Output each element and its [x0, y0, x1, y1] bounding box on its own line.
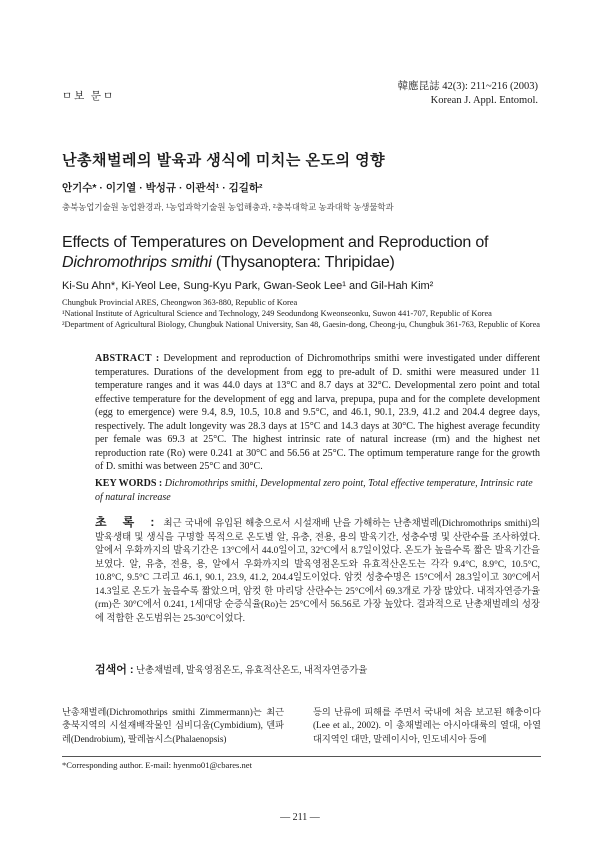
title-korean: 난총채벌레의 발육과 생식에 미치는 온도의 영향 [62, 152, 386, 169]
authors-korean: 안기수* · 이기열 · 박성규 · 이관석¹ · 김길하² [62, 182, 263, 194]
affiliation-korean: 충북농업기술원 농업환경과, ¹농업과학기술원 농업해충과, ²충북대학교 농과대학 농생물학과 [62, 202, 394, 212]
body-column-right: 등의 난류에 피해를 주면서 국내에 처음 보고된 해충이다(Lee et al., 2002). 이 총채벌레는 아시아대륙의 열대, 아열대지역인 대만, 말레이시아, 인도네시아 등에 [313, 707, 541, 744]
affiliation-line: ¹National Institute of Agricultural Science and Technology, 249 Seodundong Kweonseonku, Suwon 441-707, Republic of Korea [62, 309, 492, 318]
journal-citation-en: Korean J. Appl. Entomol. [430, 95, 538, 106]
keywords-label: KEY WORDS : [95, 478, 163, 489]
title-english-line1: Effects of Temperatures on Development and Reproduction of [62, 234, 489, 251]
korean-abstract-label: 초 록 : [95, 515, 161, 529]
section-label: ㅁ보 문ㅁ [62, 91, 116, 102]
affiliations-english [62, 297, 540, 330]
body-column-left: 난총채벌레(Dichromothrips smithi Zimmermann)는 최근 충북지역의 시설재배작물인 심비디움(Cymbidium), 덴파레(Dendrobium), 팔레놉시스(Phalaenopsis) [62, 707, 284, 744]
footnote-divider [62, 756, 541, 757]
title-species-name: Dichromothrips smithi [62, 254, 212, 271]
abstract [95, 352, 540, 474]
korean-abstract [95, 516, 540, 626]
corresponding-author-footnote: *Corresponding author. E-mail: hyenmo01@cbares.net [62, 760, 253, 770]
keywords-text: Dichromothrips smithi, Developmental zero point, Total effective temperature, Intrinsic rate of natural increase [95, 478, 533, 503]
journal-citation [398, 80, 538, 108]
search-words-text: 난총채벌레, 발육영점온도, 유효적산온도, 내적자연증가율 [135, 666, 368, 676]
abstract-text: Development and reproduction of Dichromothrips smithi were investigated under different temperatures. Durations of the development from egg to pre-adult of D. smithi were measured under 11 temperature ranges and it was 44.0 days at 13°C and 8.7 days at 32°C. Developmental zero point and total effective temperature for the development of egg and larva, prepupa, pupa and for the complete development (egg to emergence) were 9.4, 8.9, 10.5, 10.8 and 9.5°C, and 46.1, 90.1, 23.9, 41.2 and 204.4 degree days, respectively. The adult longevity was 28.3 days at 15°C and 14.3 days at 30°C. The highest average fecundity per female was 69.3 at 25°C. The highest intrinsic rate of natural increase (rm) and the highest net reproduction rate (Ro) were 0.241 at 30°C and 56.56 at 25°C. The optimum temperature range for the growth of D. smithi was between 25°C and 30°C. [95, 353, 541, 472]
keywords [95, 477, 540, 504]
search-words-label: 검색어 : [95, 664, 134, 676]
affiliation-line: Chungbuk Provincial ARES, Cheongwon 363-880, Republic of Korea [62, 298, 298, 307]
title-taxon: (Thysanoptera: Thripidae) [211, 254, 395, 271]
search-words [95, 661, 367, 677]
korean-abstract-text: 최근 국내에 유입된 해충으로서 시설재배 난을 가해하는 난총채벌레(Dichromothrips smithi)의 발육생태 및 생식을 구명할 목적으로 온도별 알, 유충, 전용, 용의 발육기간, 성충수명 및 산란수를 조사하였다. 알에서 우화까지의 발육기간은 13°C에서 44.0일이고, 32°C에서 8.7일이었다. 온도가 높을수록 짧은 발육기간을 보였다. 알, 유충, 전용, 용, 알에서 우화까지의 발육영점온도와 유효적산온도는 각각 9.4°C, 8.9°C, 10.5°C, 10.8°C, 9.5°C 그리고 46.1, 90.1, 23.9, 41.2, 204.4일도이었다. 암컷 성충수명은 15°C에서 28.3일이고 30°C에서 14.3일로 온도가 높을수록 짧았으며, 암컷 한 마리당 산란수는 25°C에서 69.3개로 가장 많았다. 내적자연증가율(rm)은 30°C에서 0.241, 1세대당 순증식율(Ro)는 25°C에서 56.56로 가장 높았다. 결과적으로 난총채벌레의 성장에 적합한 온도범위는 25-30°C이었다. [95, 519, 541, 624]
title-english-line2 [62, 253, 542, 273]
affiliation-line: ²Department of Agricultural Biology, Chungbuk National University, San 48, Gaesin-dong, Cheong-ju, Chungbuk 361-763, Republic of Korea [62, 320, 541, 329]
page-number: — 211 — [280, 812, 320, 823]
journal-citation-ko: 韓應昆誌 42(3): 211~216 (2003) [397, 81, 538, 92]
abstract-label: ABSTRACT : [95, 353, 160, 364]
title-english [62, 233, 542, 273]
authors-english: Ki-Su Ahn*, Ki-Yeol Lee, Sung-Kyu Park, Gwan-Seok Lee¹ and Gil-Hah Kim² [62, 280, 434, 292]
